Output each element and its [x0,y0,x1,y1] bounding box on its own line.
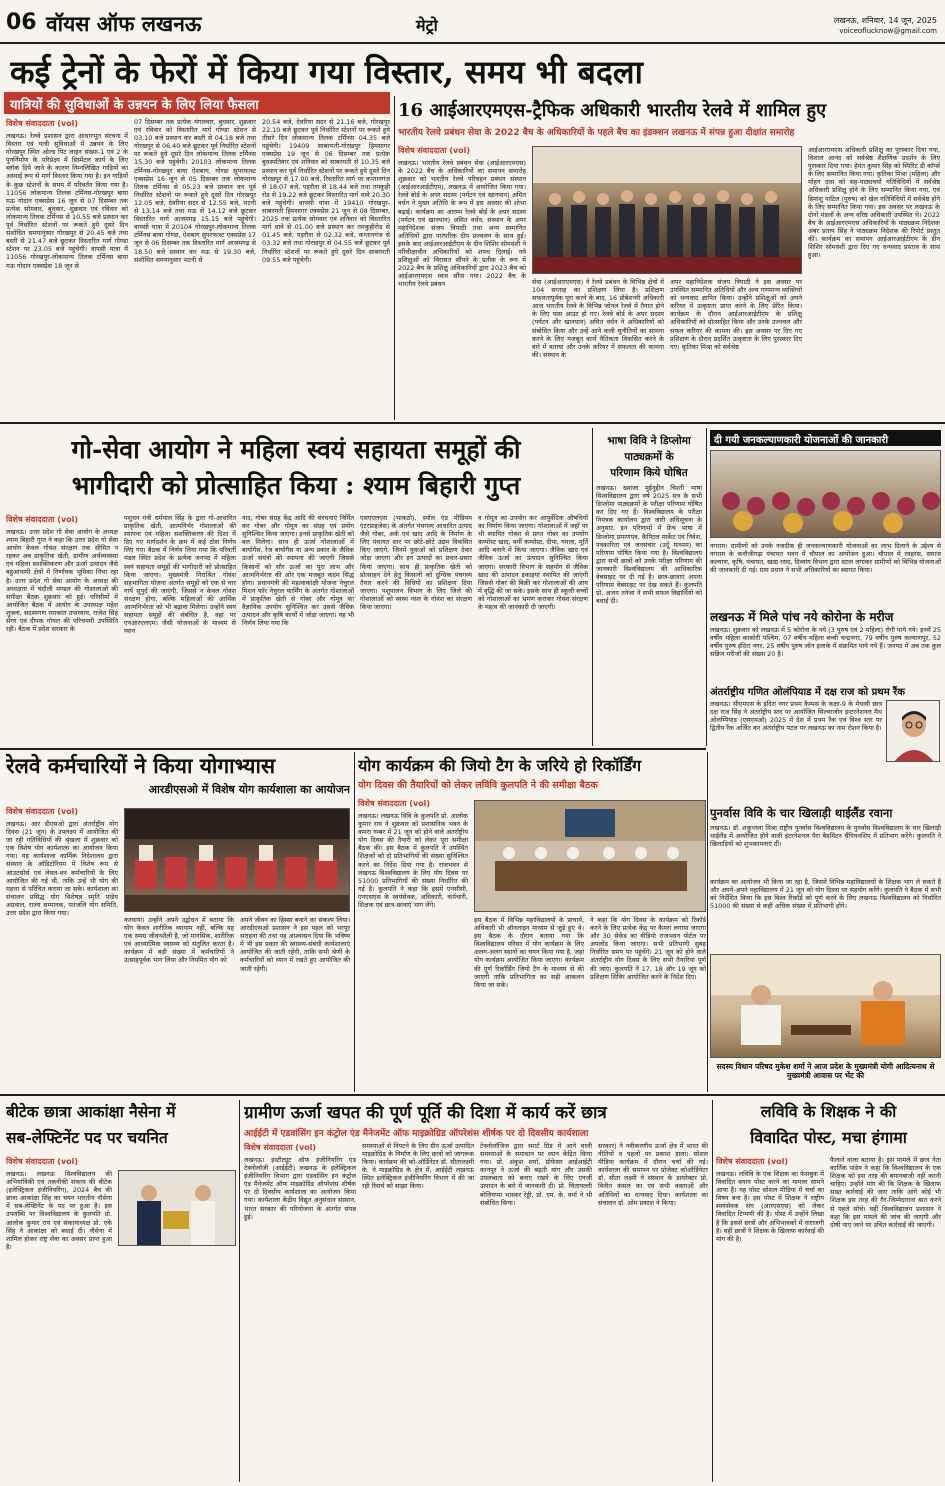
trains-divider [394,96,395,420]
gau-col-2: पशुधन मंत्री धर्मपाल सिंह के द्वारा गो-आधारित प्राकृतिक खेती, आत्मनिर्भर गोशालाओं की स्थापना एवं महिला सशक्तिकरण की दिशा में दिए गए मार्गदर्शन के क्रम में कई ठोस निर्णय लिए गए। बैठक में निर्णय लिया गया कि परिवर्ती मंडल स्थित प्रदेश के प्रत्येक जनपद में महिला स्वयं सहायता समूहों की भागीदारी को प्रोत्साहित किया जाएगा। मुख्यमंत्री निराश्रित गोवंश सहभागिता योजना अंतर्गत समूहों को एक से चार गायें सुपुर्द की जाएंगी, जिससे न केवल गोवंश संरक्षण होगा, बल्कि महिलाओं की आर्थिक आत्मनिर्भरता को भी बढ़ावा मिलेगा। उन्होंने स्वयं सहायता समूहों की संबंधित है, वहां पर एनआरएलएम। जैसी योजनाओं के माध्यम से घ्यान [124,514,236,636]
student-portrait [887,701,940,762]
trains-subhead: यात्रियों की सुविधाओं के उन्नयन के लिए लिया फैसला [4,92,390,114]
gau-col-1: लखनऊ। उत्तर प्रदेश गो सेवा आयोग के अध्यक्ष श्याम बिहारी गुप्त ने कहा कि उत्तर प्रदेश गो सेवा आयोग केवल गोवंश संरक्षण तक सीमित न रहकर अब प्राकृतिक खेती, ग्रामीण अर्थव्यवस्था एवं महिला सशक्तिकरण और ऊर्जा उत्पादन जैसे बहुआयामी क्षेत्रों में निर्णायक भूमिका निभा रहा है। उत्तर प्रदेश गो सेवा आयोग के अध्यक्ष की अध्यक्षता में चंदौली मण्डल की गोशालाओं की समीक्षा बैठक शुक्रवार को हुई। परिसीमों में आयोजित बैठक में आयोग के उपाध्यक्ष महेश शुक्ला, सदस्यगण रमाकांत उपाध्याय, राजेश सिंह सेंगर एवं दीपक गोयल की परिचयमी उपस्थिति रही। बैठक में प्रदेश सरकार के [6,528,118,634]
gau-col-3: नाद, गोबर संग्रह केंद्र आदि की संरचनाएं निर्मित कर गोबर और गोमूत्र का संग्रह एवं प्रयोग सुनिश्चित किया जाएगा। इनसे प्राकृतिक खेती को बल मिलेगा। साथ ही ऊर्जा गोशालाओं में बायोगैस, रेज बायोगैस या अन्य प्रकार के जैविक ऊर्जा संयंत्रों की स्थापना की जाएगी जिससे किसानों को सौर ऊर्जा का पूरा लाभ और आत्मनिर्भरता की ओर एक मजबूत कदम सिद्ध होगा। प्रधानमंत्री की महत्वाकांक्षी योजना नेचुरल मिशन फॉर नेचुरल फार्मिंग के अंतर्गत गोशालाओं में प्राकृतिक खेती से गोबर और गोमूत्र का वैज्ञानिक उपयोग सुनिश्चित कर उससे जैविक उत्पादन और कृषि कार्यों में जोड़ा जाएगा। यह भी निर्णय लिया गया कि [242,514,354,628]
crowd-figures [711,451,941,538]
corona-headline: लखनऊ में मिले पांच नये कोरोना के मरीज [710,610,894,624]
btech-body-2 [118,1250,236,1480]
gau-col-4: एसएएलएस (भाकठो), स्मॉल एंड मीडियम एंटरप्राइजेस) के अंतर्गत पंचगव्य आधारित उत्पाद जैसे गोबर, अर्क एवं खाद आदि के निर्माण के लिए पंचायत स्तर पर छोटे-छोटे उद्यम विकसित किए जाएंगे, जिनमें युवाओं को प्रशिक्षण देकर जोड़ा जाएगा और इन उत्पादों का प्रचार-प्रसार किया जाएगा। साथ ही प्राकृतिक खेती को प्रोत्साहन देने हेतु किसानों को दुग्धिक पंचगव्य तैयार करने की विधियों का प्रशिक्षण दिया जाएगा। पशुपालन विभाग के लिए जिले की गोशालाओं को स्वस्थ नस्ल के गोवंश का संरक्षण किया जाएगा। [360,514,472,612]
viral-col-2: फैलाने वाला बताया है। इस मामले में छात्र नेता कार्तिक पांडेय ने कहा कि विश्वविद्यालय के एक शिक्षक को इस तरह की बयानबाजी नहीं करनी चाहिए। उन्होंने मांग की कि शिक्षक के खिलाफ सख्त कार्रवाई की जाए ताकि आगे कोई भी शिक्षक इस तरह की गैर-जिम्मेदाराना बात करने से पहले सोचे। वहीं विश्वविद्यालय प्रशासन ने कहा कि इस मामले की जांच की जाएगी और दोषी पाए जाने पर उचित कार्रवाई की जाएगी। [830,1156,941,1229]
geo-headline: योग कार्यक्रम की जियो टैग के जरिये हो रिकॉर्डिंग [358,756,642,775]
paper-name: वॉयस ऑफ लखनऊ [46,11,202,36]
irms-col-1: लखनऊ। भारतीय रेलवे प्रबंधन सेवा (आईआरएमएस) के 2022 बैच के अधिकारियों का समापन समारोह शुक्रवार को भारतीय रेलवे परिवहन प्रबंधन संस्थान (आईआरआईटीएम), लखनऊ में आयोजित किया गया। रेलवे बोर्ड के अपर सदस्य (पर्यटन एवं खानपान) अमित वर्धन ने मुख्य अतिथि के रूप में इस अवसर की शोभा बढ़ाई। कार्यक्रम का आरम्भ रेलवे बोर्ड के अपर सदस्य (पर्यटन एवं खानपान) अमित वर्धन, संस्थान के अपर महानिदेशक संजय त्रिपाठी तथा अन्य सम्मानित अतिथियों द्वारा पारंपरिक दीप प्रज्वलन के साथ हुई। इसके बाद आईआरआईटीएम के दीन शिशिर सोमवंशी ने परिवीक्षाधीन अधिकारियों को शपथ दिलाई। नये प्रशिक्षुओं को विरासत सौंपने के प्रतीक के रूप में 2022 बैच के प्रशिक्षु अधिकारियों द्वारा 2023 बैच को आईआरएमएस ध्वज सौंपा गया। 2022 बैच के भारतीय रेलवे प्रबंधन [398,159,526,289]
trains-col-2: 07 दिसम्बर तक प्रत्येक मंगलवार, बुधवार, शुक्रवार एवं रविवार को विस्तारित मार्ग गोण्डा स्टेशन से 03.10 बजे प्रस्थान कर बस्ती से 04.18 बजे तथा गोरखपुर से 06.40 बजे छूटकर पूर्व निर्धारित स्टेशनों पर रूकते हुये दूसरे दिन लोकमान्य तिलक टर्मिनस 15.30 बजे पहुंचेगी। 20103 लोकमान्य तिलक टर्मिनस-गोरखपुर बाया ऐशबाग, गोण्डा सुपरफास्ट एक्सप्रेस 16 जून से 05 दिसम्बर तक लोकमान्य तिलक टर्मिनस से 05.23 बजे प्रस्थान कर पूर्व निर्धारित स्टेशनों पर रूकते हुये दूसरे दिन गोरखपुर 12.05 बजे, देवरिया सदर से 12.55 बजे, भटनी से 13.14 बजे तथा मऊ से 14.12 बजे छूटकर विस्तारित मार्ग आजमगढ़ 15.15 बजे पहुंचेगी। वापसी यात्रा में 20104 गोरखपुर-लोकमान्य तिलक टर्मिनस बाया गोण्डा, ऐशबाग सुपरफास्ट एक्सप्रेस 17 जून से 06 दिसम्बर तक विस्तारित मार्ग आजमगढ़ से 18.50 बजे प्रस्थान कर मऊ से 19.30 बजे, संशोधित समयानुसार भटनी से [134,118,256,264]
bhasha-body: लखनऊ। ख्वाजा मुईनुद्दीन चिश्ती भाषा विश्वविद्यालय द्वारा वर्ष 2025 सत्र के सभी डिप्लोमा पाठ्यक्रमों के परीक्षा परिणाम घोषित कर दिए गए हैं। विश्वविद्यालय के परीक्षा नियंत्रक कार्यालय द्वारा जारी अधिसूचना के अनुसार, इन परिणामों में फ्रेंच भाषा में डिप्लोमा प्रमाणपत्र, कैपिटल मार्केट एवं निवेश, पत्रकारिता एवं जनसंचार (उर्दू माध्यम) का परिणाम घोषित किया गया है। विश्वविद्यालय द्वारा सभी छात्रों को उनके परीक्षा परिणाम की जानकारी विश्वविद्यालय की आधिकारिक वेबसाइट पर दी गई है। छात्र-छात्राएं अपना परिणाम वेबसाइट पर देख सकते हैं। कुलपति प्रो. अजय तनेजा ने सभी सफल विद्यार्थियों को बधाई दी। [596,484,702,606]
yoga-rail-col-1: लखनऊ। आर डीएसओ द्वारा अंतर्राष्ट्रीय योग दिवस (21 जून) के उपलक्ष्य में आयोजित की जा रही गतिविधियों की श्रृंखला में शुक्रवार को एक विशेष योग कार्यशाला का आयोजन किया गया। यह कार्यशाला कार्मिक निदेशालय द्वारा संस्थान के ऑडिटोरियम में विशेष रूप से आउटसोर्स एवं लेवल-वन कर्मचारियों के लिए आयोजित की गई थी, ताकि उन्हें भी योग की महत्ता से परिचित कराया जा सके। कार्यशाला का संचालन प्रसिद्ध योग विशेषज्ञ स्मृति पांडेय अग्रवाल, राज्य सम्मानक, पतंजलि योग समिति, उत्तर प्रदेश द्वारा किया गया। [6,820,118,918]
bhasha-headline-1: भाषा विवि ने डिप्लोमा [607,435,691,447]
yoga-rail-col-3: अपने जीवन का हिस्सा बनाने का संकल्प लिया। आरडीएसओ प्रशासन ने इस पहल को भरपूर सराहना की तथा यह आश्वासन दिया कि भविष्य में भी इस प्रकार की स्वास्थ्य-संबंधी कार्यशालाएं आयोजित की जाती रहेंगी, ताकि सभी श्रेणी के कर्मचारियों को ध्यान में रखते हुए आयोजित की जाती रहेंगी। [240,916,350,973]
yoga-rail-col-2: करवाया। उन्होंने अपने उद्बोधन में बताया कि योग केवल शारीरिक व्यायाम नहीं, बल्कि यह एक समग्र जीवनशैली है, जो मानसिक, शारीरिक एवं आध्यात्मिक स्वास्थ्य को संतुलित करता है। कार्यक्रम में बड़ी संख्या में कर्मचारियों ने उत्साहपूर्वक भाग लिया और नियमित योग को [124,916,234,965]
trains-col-3: 20.54 बजे, देवरिया सदर से 21.16 बजे, गोरखपुर 22.10 बजे छूटकर पूर्व निर्धारित स्टेशनों पर रूकते हुये तीसरे दिन लोकमान्य तिलक टर्मिनस 04.35 बजे पहुंचेगी। 19409 साबरमती-गोरखपुर हिमसागर एक्सप्रेस 19 जून से 06 दिसम्बर तक प्रत्येक बुधस्पतिवार एवं शनिवार को साबरमती से 10.35 बजे प्रस्थान कर पूर्व निर्धारित स्टेशनों पर रूकते हुये दूसरे दिन गोरखपुर से 17.00 बजे, रिस्तारित मार्ग पर कप्तानगंज से 18.07 बजे, पड़रौना से 18.44 बजे तथा तमकुही रोड से 19.22 बजे छूटकर विस्तारित मार्ग थावे 20.30 बजे पहुंचेगी। वापसी यात्रा में 19410 गोरखपुर-साबरमती हिमसागर एक्सप्रेस 21 जून से 08 दिसम्बर, 2025 तक प्रत्येक सोमवार एवं शनिवार को विस्तारित मार्ग थावे से 01.00 बजे प्रस्थान कर तमकुहीरोड से 01.45 बजे, पड़रौना से 02.32 बजे, कप्तानगंज से 03.32 बजे तथा गोरखपुर से 04.55 बजे छूटकर पूर्व निर्धारित स्टेशनों पर रूकते हुये दूसरे दिन साबरमती 09.55 बजे पहुंचेगी। [262,118,390,264]
urja-col-4: सरकार) ने नवीकरणीय ऊर्जा क्षेत्र में भारत की नीतियों व पहलों पर प्रकाश डाला। सोशल मीडिया कार्यक्रम में दौरान चर्चा की गई। कार्यशाला की समापन पर प्रोजेक्ट कोऑर्डिनेटर डॉ. सीता लक्ष्मी ने संस्थान के डायरेक्टर प्रो. विनीत कंसल का एवं सभी वक्ताओं और अतिथियों का धन्यवाद दिया। कार्यशाला का संचालन डॉ. ओम प्रकाश ने किया। [598,1142,708,1207]
btech-headline-2: सब-लेफ्टिनेंट पद पर चयनित [6,1128,168,1147]
viral-headline-1: लविवि के शिक्षक ने की [760,1102,897,1121]
jan-headline: दी गयी जनकल्याणकारी योजनाओं की जानकारी [710,430,941,446]
olympiad-headline: अंतर्राष्ट्रीय गणित ओलंपियाड में दक्ष राज को प्रथम रैंक [710,687,905,698]
geo-byline: विशेष संवाददाता (vol) [358,799,431,808]
btech-byline: विशेष संवाददाता (vol) [6,1157,79,1166]
trains-byline: विशेष संवाददाता (vol) [6,119,79,128]
btech-headline-1: बीटेक छात्रा आकांक्षा नैसेना में [6,1102,176,1121]
geo-subhead: योग दिवस की तैयारियों को लेकर लविवि कुलपति ने की समीक्षा बैठक [358,780,598,791]
bhasha-divider [706,428,707,746]
irms-headline: 16 आईआरएमएस-ट्रैफिक अधिकारी भारतीय रेलवे में शामिल हुए [398,100,827,121]
viral-col-1: लखनऊ। लविवि के एक शिक्षक का फेसबुक में विवादित बयान पोस्ट करने का मामला सामने आया है। यह पोस्ट सोशल मीडिया में चर्चा का विषय बना है। इस पोस्ट में शिक्षक ने राष्ट्रीय स्वयंसेवक संघ (आरएसएस) को लेकर विवादित टिप्पणी की है। पोस्ट में उन्होंने लिखा है कि इससे छात्रों और अभिभावकों में नाराजगी है। वहीं छात्रों ने शिक्षक के खिलाफ कार्रवाई की मांग की है। [716,1170,824,1243]
irms-col-2: सेवा (आईआरएमएस) ने रेलवे प्रबंधन के विभिन्न क्षेत्रों में 104 सप्ताह का प्रशिक्षण लिया है। प्रशिक्षण सफलतापूर्वक पूरा करने के बाद, 16 प्रोबेशनरी अधिकारी आज भारतीय रेलवे के विभिन्न जोनल रेलवे में तैनात होने के लिए पास आउट हो गए। रेलवे बोर्ड के अपर सदस्य (पर्यटन और खानपान) अमित वर्धन ने अधिकारियों को संबोधित किया और उन्हें आने वाली चुनौतियों का सामना करने के लिए मजबूत कार्य नैतिकता विकसित करने के बारे में बताया और उनके करियर में सफलता की कामना की। संस्थान के [532,278,664,359]
row-rule-2 [0,748,706,750]
geo-meeting-photo [474,800,706,912]
cm-meeting-figures [711,955,941,1058]
urja-byline: विशेष संवाददाता (vol) [244,1143,317,1152]
cm-meeting-photo [710,954,941,1058]
viral-headline-2: विवादित पोस्ट, मचा हंगामा [750,1128,907,1147]
irms-group-photo [532,146,802,274]
players-body: लखनऊ। डॉ. शकुन्तला मिश्रा राष्ट्रीय पुनर्वास विश्वविद्यालय के पुनर्वास विश्वविद्यालय के चार खिलाड़ी थाईलैंड में आयोजित होने वाली इंटरनेशनल पैरा बैडमिंटन चैंपियनशिप में प्रतिभाग करेंगे। कुलपति ने खिलाड़ियों को शुभकामनाएं दीं। [710,824,941,849]
trains-headline: कई ट्रेनों के फेरों में किया गया विस्तार, समय भी बदला [10,53,643,91]
irms-col-3: अपर महानिदेशक संजय त्रिपाठी ने इस अवसर पर उपस्थित सम्मानित अतिथियों और अन्य गणमान्य व्यक्तियों को धन्यवाद ज्ञापित किया। उन्होंने प्रशिक्षुओं को अपने करियर में उत्कृष्टता प्राप्त करने के लिए प्रेरित किया। कार्यक्रम के दौरान आईआरआईटीएम के प्रशिक्षु अधिकारियों को प्रोत्साहित किया और उनके उज्ज्वल और सफल करियर की कामना की। इस अवसर पर दिए गए प्रशिक्षण के दौरान प्रदर्शित उत्कृष्टता के लिए पुरस्कार दिए गए। कृतिका मिश्रा को सर्वश्रेष्ठ [670,278,802,351]
page-number: 06 [6,10,37,35]
olympiad-body: लखनऊ। सीएमएस के इंदिरा नगर प्रथम कैम्पस के कक्षा-9 के मेधावी छात्र दक्ष राज सिंह ने अंतर्राष्ट्रीय स्तर पर आयोजित सिल्वरजोन इन्टरनेशनल मैथ ओलम्पियाड (एसएमओ) 2025 में देश में प्रथम रैंक एवं विश्व स्तर पर द्वितीय रैंक अर्जित कर अंतर्राष्ट्रीय पटल पर लखनऊ का नाम रोशन किया है। [710,700,882,733]
section-name: मेट्रो [416,16,438,35]
btech-body: लखनऊ। लखनऊ विश्वविद्यालय की अभियांत्रिकी एवं तकनीकी संकाय की बीटेक (इलेक्ट्रिकल इंजीनियरिंग), 2024 बैच की छात्रा आकांक्षा सिंह का चयन भारतीय नौसेना में सब-लेफ्टिनेंट के पद पर हुआ है। इस उपलब्धि पर विश्वविद्यालय के कुलपति प्रो. आलोक कुमार राय एवं संकायाध्यक्ष प्रो. एके सिंह ने आकांक्षा को बधाई दी। नौसेना में शामिल होकर राष्ट्र सेवा का अवसर प्राप्त हुआ है। [6,1170,112,1251]
corona-body: लखनऊ। शुक्रवार को लखनऊ में 5 कोरोना के नये (3 पुरुष एवं 2 महिला) रोगी पाये गये। इनमें 25 वर्षीय महिला काकोरी पश्चिम, 07 वर्षीय महिला बच्ची चन्द्रनगर, 79 वर्षीय पुरुष कल्याणपुर, 52 वर्षीय पुरुष इंदिरा नगर, 25 वर्षीय पुरुष जोन इलाके में संक्रमित पाये गये हैं। जनपद में अब तक कुल सक्रिय मरीजों की संख्या 20 है। [710,626,941,659]
gau-divider [592,428,593,746]
yoga-rail-byline: विशेष संवाददाता (vol) [6,807,79,816]
site-email: voiceoflucknow@gmail.com [839,27,937,35]
irms-byline: विशेष संवाददाता (vol) [398,146,471,155]
group-photo-figures [533,147,802,274]
gau-col-5: व गोमूत्र का उपयोग कर आयुर्वेदिक औषधियों का निर्माण किया जाएगा। गोशालाओं में जहाँ पर भी स्थापित गोवंश से प्राप्त गोबर का उपयोग कम्पोस्ट खाद, वर्मी कम्पोस्ट, दीया, गमला, मूर्ति आदि बनाने में किया जाएगा। जैविक खाद एवं जैविक ऊर्जा का उत्पादन सुनिश्चित किया जाएगा। सरकारी विभाग के सहयोग से जैविक खाद की उत्पादन इकाइयां स्थापित की जाएंगी जिससे गोबर की बिक्री कर गोशालाओं की आय में वृद्धि की जा सके। इसके साथ ही स्कूली बच्चों को गोशालाओं का भ्रमण कराकर गोवंश संरक्षण के महत्व की जानकारी दी जाएगी। [478,514,588,612]
gau-headline-2: भागीदारी को प्रोत्साहित किया : श्याम बिहारी गुप्त [71,471,521,500]
urja-subhead: आईईटी में एडवांसिंग इन कंट्रोल एंड मैनेजमेंट ऑफ माइक्रोग्रिड ऑपरेशंस शीर्षक पर दो दिवसीय कार्यशाला [244,1129,589,1139]
jan-body: नगराम। ग्रामीणों को उनके नजदीक ही जनकल्याणकारी योजनाओं का लाभ दिलाने के उद्देश्य से नगराम के कनौजीगढ़ा पंचायत भवन में चौपाल का आयोजन हुआ। चौपाल में रवहरस, समाज कल्याण, कृषि, पंचायत, खाद्य रसद, दिव्यांग विभाग द्वारा स्टाल लगाकर ग्रामीणों को विभिन्न योजनाओं की जानकारी दी गई। ग्राम प्रधान ने सभी अधिकारियों का स्वागत किया। [710,542,941,575]
geo-col-2: इस बैठक में विभिन्न महाविद्यालयों के प्राचार्य, अधिकारी भी ऑनलाइन माध्यम से जुड़े हुए थे। इस बैठक के दौरान बताया गया कि विश्वविद्यालय परिसर में योग कार्यक्रम के लिए अलग-अलग स्थानों का चयन किया गया है, जहां योग कार्यक्रम आयोजित किया जाएगा। कार्यक्रम की पूर्ण रिकॉर्डिंग जियो टैग के माध्यम से की जाएगी ताकि प्रतिभागिता का सही आकलन किया जा सके। [474,916,584,989]
players-headline: पुनर्वास विवि के चार खिलाड़ी थाईलैंड रवाना [710,806,893,820]
urja-divider [712,1100,713,1482]
urja-col-3: टेक्नोलॉजिज द्वारा स्मार्ट ग्रिड में आने वाली समस्याओं के समाधान पर ध्यान केंद्रित किया गया। प्रो. अंकुश शर्मा, प्रोफेसर आईआईटी कानपुर ने ऊर्जा की बढ़ती मांग और उसकी उपलब्धता को बनाए रखने के लिए एनर्जी उत्पादन के बारे में जानकारी दी। प्रो. चिंतापल्ली बोलियप्पा भास्कर रेड्डी, प्रो. एम. के. वर्मा ने भी संबोधित किया। [480,1142,592,1207]
dateline: लखनऊ, शनिवार, 14 जून, 2025 [833,16,937,25]
urja-headline: ग्रामीण ऊर्जा खपत की पूर्ण पूर्ति की दिशा में कार्य करें छात्र [244,1103,607,1123]
viral-byline: विशेष संवाददाता (vol) [716,1157,789,1166]
geo-col-1: लखनऊ। लखनऊ विवि के कुलपति प्रो. आलोक कुमार राय ने शुक्रवार को प्रशासनिक भवन के कमरा नम्बर में 21 जून को होने वाले अंतर्राष्ट्रीय योग दिवस की तैयारी को लेकर पूरा समीक्षा बैठक की। इस बैठक में कुलपति ने उपस्थित शिक्षकों को दो प्रतिभागियों की संख्या सुनिश्चित करने का निर्देश दिया गया है। राजभवन से लखनऊ विश्वविद्यालय के लिए योग दिवस पर 51000 प्रतिभागियों की संख्या निर्धारित की गई है। कुलपति ने कहा कि इसमें एनसीसी, एनएसएस के स्वयंसेवक, अधिकारी, कर्मचारी, शिक्षक एवं छात्र-छात्राएं भाग लेंगे। [358,812,468,910]
student-photo [886,700,940,762]
masthead-rule [0,42,945,44]
geo-col-4: कार्यक्रम का आयोजन भी किया जा रहा है, जिसमें विभिन्न महाविद्यालयों के शिक्षक भाग ले सकते हैं और अपने-अपने महाविद्यालय में 21 जून को योग दिवस पर सहयोग करेंगे। कुलपति ने बैठक में सभी को निर्देशित किया कि इस विश्व रिकॉर्ड को पूर्ण करने के लिए लखनऊ विश्वविद्यालय को निर्धारित 51000 की संख्या से कहीं अधिक संख्या में प्रतिभागी होंगे। [710,878,941,911]
award-figures [119,1171,236,1246]
gau-byline: विशेष संवाददाता (vol) [6,515,79,524]
jan-photo [710,450,941,538]
btech-divider [239,1100,240,1482]
urja-col-1: लखनऊ। इंस्टीट्यूट ऑफ इंजीनियरिंग एंड टेक्नोलॉजी (आईईटी) लखनऊ के इलेक्ट्रिकल इंजीनियरिंग विभाग द्वारा एडवांसिंग इन कंट्रोल एंड मैनेजमेंट ऑफ माइक्रोग्रिड ऑपरेशंस शीर्षक पर दो दिवसीय कार्यशाला का आयोजन किया गया। कार्यशाला केंद्रीय विद्युत अनुसंधान संस्थान, भारत सरकार की परियोजना के अंतर्गत संपन्न हुई। [244,1156,356,1221]
geo-divider [707,752,708,1092]
bhasha-headline-2: पाठ्यक्रमों के [624,451,674,463]
meeting-table [475,801,706,912]
irms-subhead: भारतीय रेलवे प्रबंधन सेवा के 2022 बैच के अधिकारियों के पहले बैच का इंडक्शन लखनऊ में संपन्न हुआ दीक्षांत समारोह [398,128,795,138]
geo-col-3: ने कहा कि योग दिवस के कार्यक्रम को रिकॉर्ड करने के लिए प्रत्येक केंद्र पर कैमरा लगाया जाएगा और 30 सेकेंड का वीडियो राजभवन पोर्टल पर अपलोड किया जाएगा। सभी प्रतिभागी सुबह निर्धारित समय पर पहुंचेंगे। 21 जून को होने वाले अंतर्राष्ट्रीय योग दिवस के लिए सभी तैयारियां पूर्ण की जाएं। कुलपति ने 17, 18 और 19 जून को प्रशिक्षण शिविर आयोजित करने के निर्देश दिए। [590,916,706,981]
yoga-rail-photo [124,808,350,912]
yoga-rail-headline: रेलवे कर्मचारियों ने किया योगाभ्यास [6,753,276,778]
btech-photo [118,1170,236,1246]
yoga-divider [354,752,355,1092]
urja-col-2: समस्याओं से निपटने के लिए ग्रीन ऊर्जा उत्पादित माइक्रोग्रिड के निर्माण के लिए छात्रों को जागरूक किया। कार्यक्रम की को-ऑर्डिनेटर डॉ. सीतालक्ष्मी के. ने माइक्रोग्रिड के क्षेत्र में, आईईटी लखनऊ स्थित इलेक्ट्रिकल इंजीनियरिंग विभाग में की जा रही रिसर्च को साझा किया। [362,1142,474,1191]
trains-col-1: लखनऊ। रेलवे प्रशासन द्वारा आधारभूत संरचना में विस्तार एवं यात्री सुविधाओं में उन्नयन के लिए गोरखपुर स्थित ओल्ड पिट लाइन संख्या-1 एवं 2 के पुनर्निर्माण के परिप्रेक्ष्य में डिस्मेंटल कार्य के लिए ब्लॉक दिये जाने के कारण निम्नलिखित गाड़ियों का अस्थाई रूप से मार्ग विस्तार किया गया है। इन गाड़ियों के कुछ स्टेशनों के समय में परिवर्तन किया गया है। 11056 लोकमान्य तिलक टर्मिनस-गोरखपुर बाया मऊ गोदान एक्सप्रेस 16 जून से 07 दिसम्बर तक प्रत्येक सोमवार, बुधवार, शुक्रवार एवं रविवार को लोकमान्य तिलक टर्मिनस से 10.55 बजे प्रस्थान कर पूर्व निर्धारित स्टेशनों पर रूकते हुये दूसरे दिन संशोधित समयानुसार गोरखपुर से 20.45 बजे तथा बस्ती से 21.47 बजे छूटकर विस्तारित मार्ग गोण्डा स्टेशन पर 23.05 बजे पहुंचेगी। वापसी यात्रा में 11056 गोरखपुर-लोकमान्य तिलक टर्मिनस बाया मऊ गोदान एक्सप्रेस 18 जून से [6,132,128,270]
masthead [0,0,945,44]
yoga-rail-subhead: आरडीएसओ में विशेष योग कार्यशाला का आयोजन [148,783,350,796]
row-rule-1 [0,422,945,424]
row-rule-3 [0,1094,945,1096]
irms-col-4: आईआरएमएस अधिकारी प्रशिक्षु का पुरस्कार दिया गया, विशाल आनंद को सर्वश्रेष्ठ शैक्षणिक प्रदर्शन के लिए पुरस्कार दिया गया। हेमंत कुमार सिंह को स्पिरिट डी कॉर्प्स के लिए सम्मानित किया गया। कृतिका मिश्रा (महिला) और मोहन दास को सह-पाठ्यचर्या गतिविधियों में सर्वश्रेष्ठ अधिकारी प्रशिक्षु होने के लिए सम्मानित किया गया, एवं हिमांशु पाटिल (पुरुष) को खेल गतिविधियों में सर्वश्रेष्ठ होने के लिए सम्मानित किया गया। इस अवसर पर लखनऊ के दोनों मंडलों के अन्य वरिष्ठ अधिकारी उपस्थित थे। 2022 बैच के आईआरएमएस अधिकारियों के पाठ्यक्रम निदेशक अंबर प्रताप सिंह ने पाठ्यक्रम निदेशक की रिपोर्ट प्रस्तुत की। कार्यक्रम का समापन आईआरआईटीएम के डीन शिशिर सोमवंशी द्वारा दिए गए धन्यवाद प्रस्ताव के साथ हुआ। [808,146,940,260]
gau-headline-1: गो-सेवा आयोग ने महिला स्वयं सहायता समूहों की [71,435,521,464]
bhasha-headline-3: परिणाम किये घोषित [610,467,688,479]
cm-meeting-caption: सदस्य विधान परिषद मुकेश शर्मा ने आज प्रदेश के मुख्यमंत्री योगी आदित्यनाथ से मुख्यमंत्री आवास पर भेंट की [716,1062,935,1080]
hall-figures [125,809,350,912]
